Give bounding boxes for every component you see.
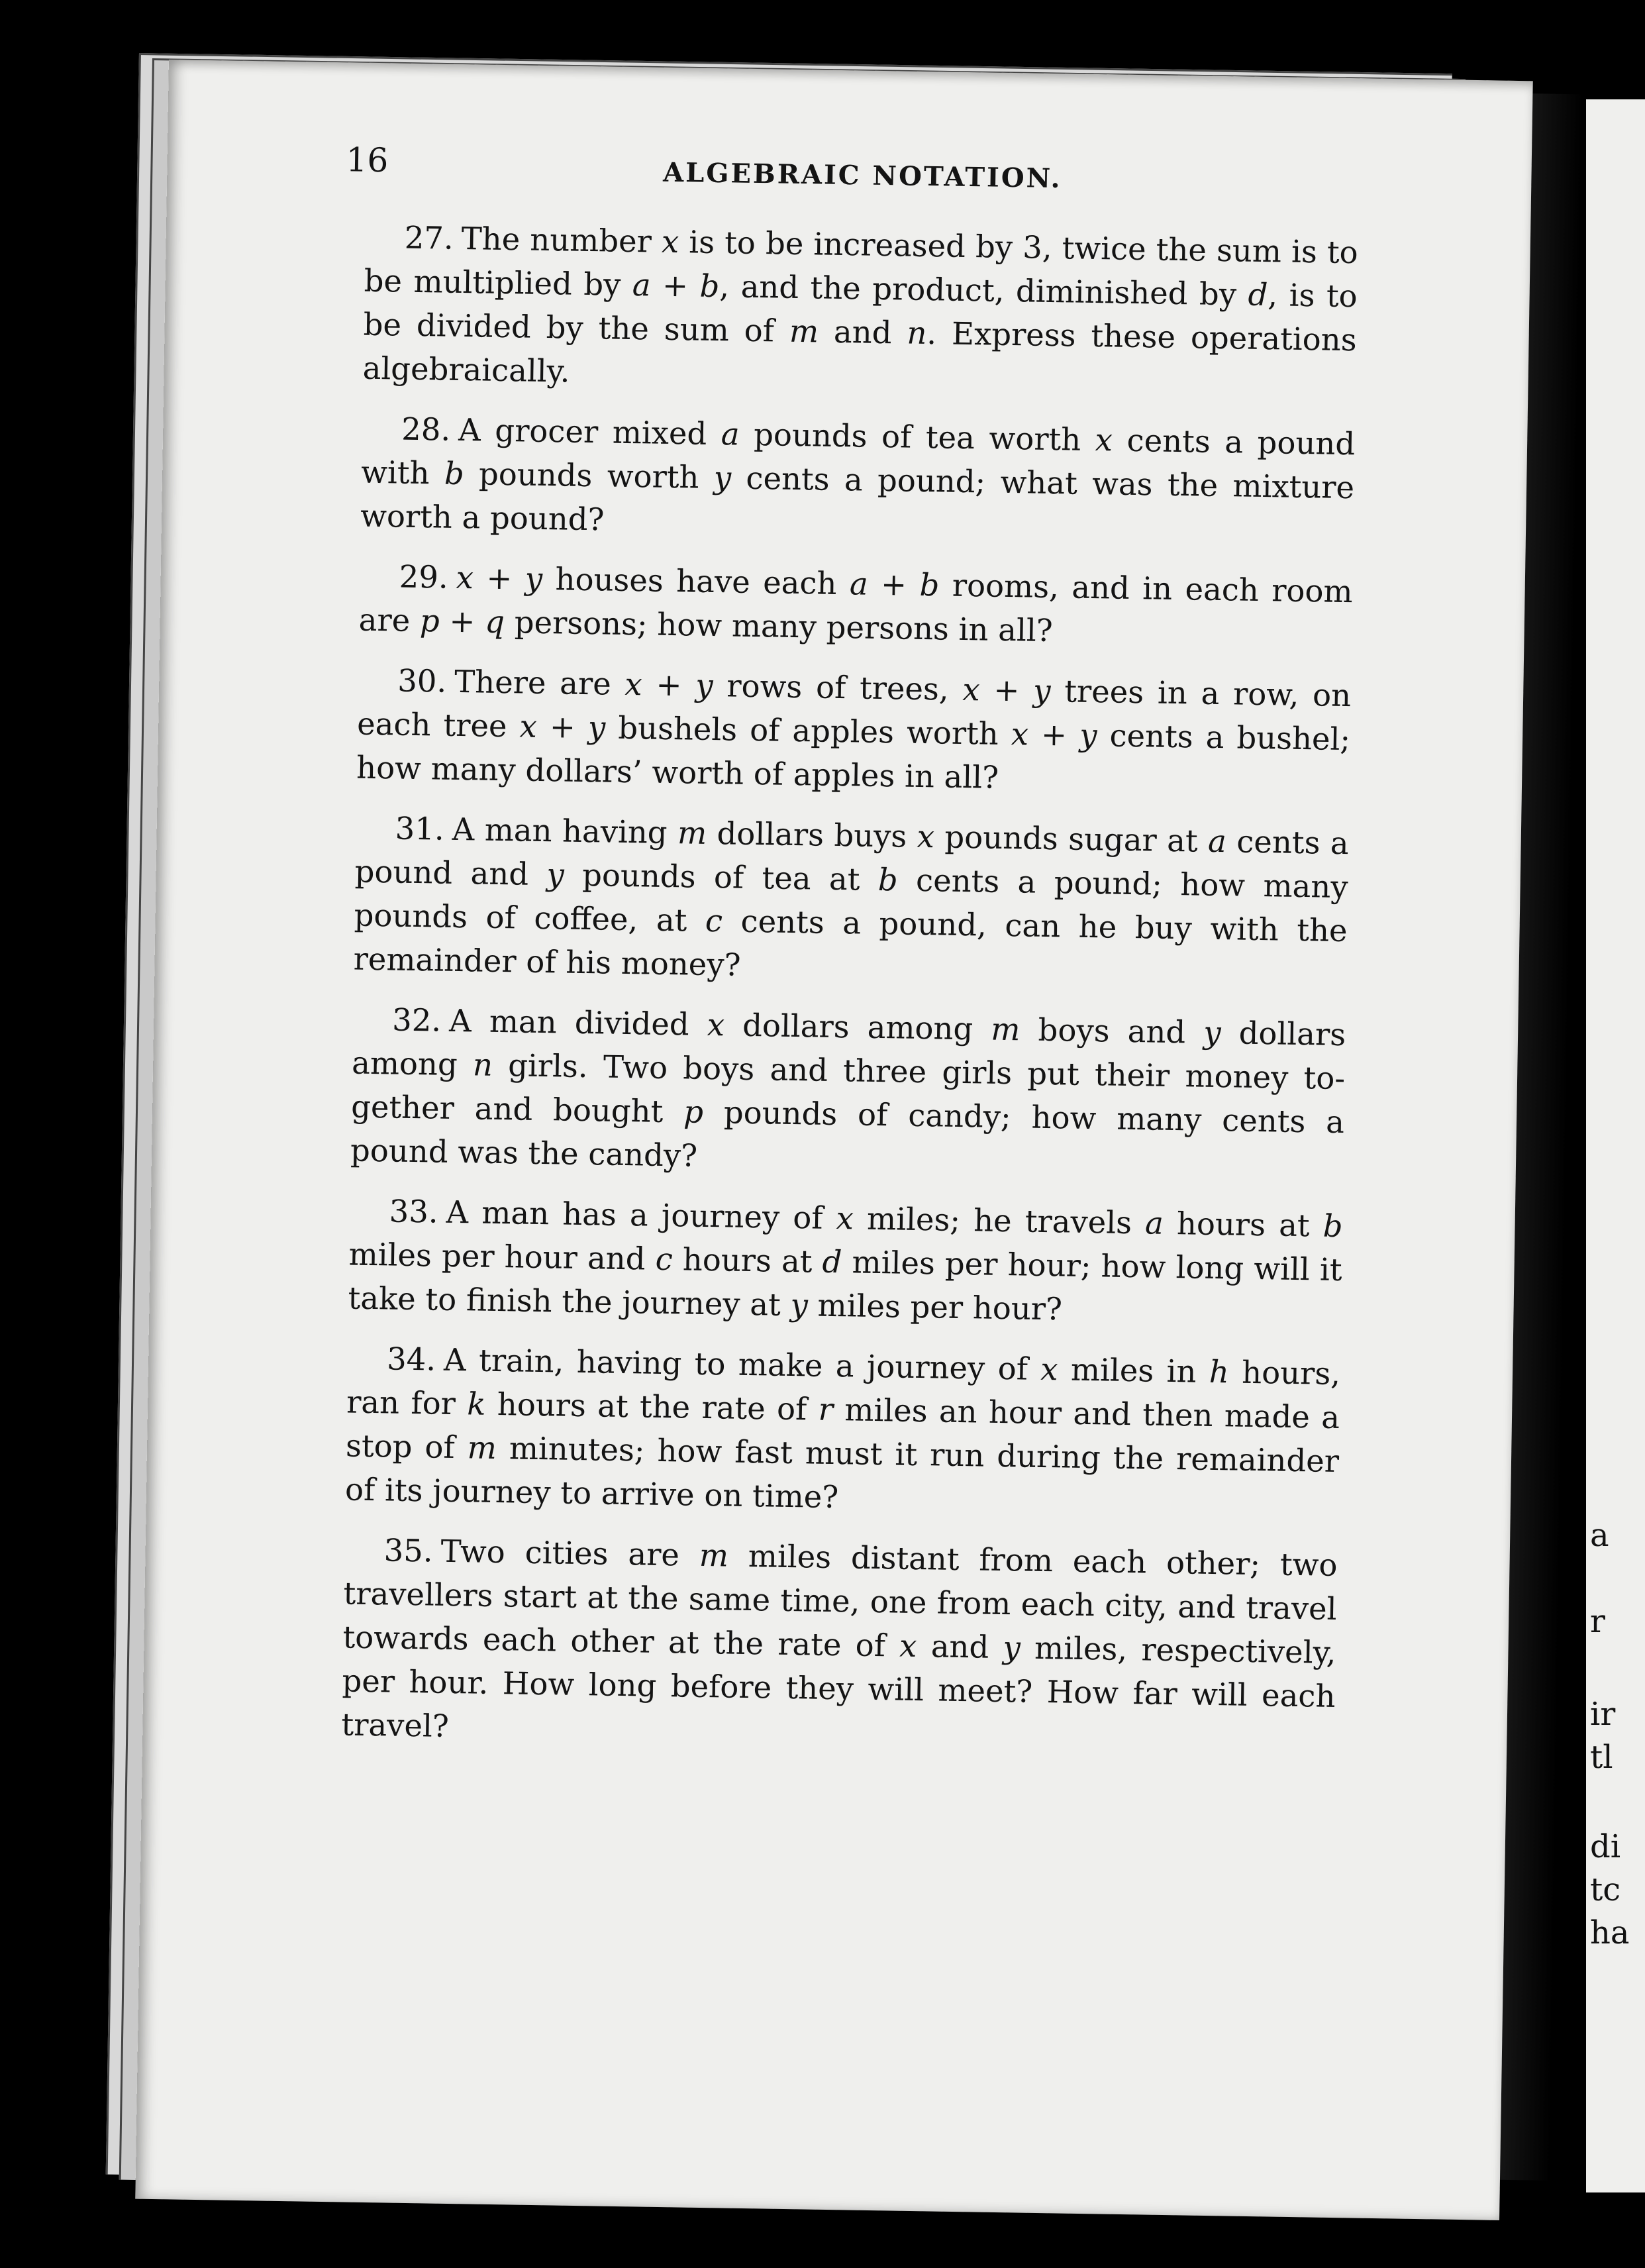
problem-text: trees in a row, on each tree	[356, 673, 1352, 745]
problem-35	[341, 1527, 1338, 1762]
problem-text: hours, ran for	[346, 1354, 1341, 1422]
problem-29	[358, 554, 1353, 658]
problem-32	[350, 998, 1346, 1188]
problem-text: A grocer mixed	[458, 411, 722, 452]
problem-text: miles; he travels	[853, 1200, 1146, 1241]
problem-text: hours at	[1163, 1205, 1324, 1244]
problem-27	[362, 215, 1358, 406]
math-variable: n	[472, 1047, 493, 1083]
math-variable: x	[836, 1200, 854, 1237]
problem-text: dollars among	[351, 1015, 1346, 1083]
problem-30	[356, 658, 1352, 805]
problem-number: 35.	[383, 1532, 434, 1569]
problem-text: The number	[461, 220, 662, 260]
problem-text: pounds worth	[464, 456, 715, 495]
problem-text: . Express these operations algebraically.	[362, 315, 1358, 389]
problem-text: rows of trees,	[713, 668, 963, 707]
problem-33	[348, 1189, 1343, 1336]
math-variable: m	[991, 1011, 1021, 1048]
problem-text: hours at the rate of	[485, 1386, 819, 1427]
problem-number: 32.	[391, 1002, 442, 1039]
book-page	[135, 60, 1532, 2220]
math-variable: a	[1144, 1205, 1164, 1241]
math-variable: a + b	[632, 267, 720, 305]
math-variable: h	[1209, 1353, 1230, 1390]
math-variable: m	[677, 815, 707, 851]
math-variable: x	[1040, 1351, 1059, 1388]
math-variable: m	[789, 313, 819, 350]
math-variable: m	[467, 1429, 497, 1467]
problem-list	[341, 215, 1358, 1762]
facing-page-fragment: tl	[1590, 1739, 1613, 1776]
problem-text: pounds of tea worth	[739, 416, 1096, 458]
problem-text: A train, having to make a journey of	[443, 1341, 1041, 1387]
problem-text: persons; how many persons in all?	[504, 604, 1054, 649]
math-variable: k	[466, 1386, 486, 1422]
problem-text: Two cities are	[440, 1533, 700, 1573]
problem-text: A man has a journey of	[446, 1194, 837, 1237]
math-variable: a	[1207, 823, 1227, 860]
problem-number: 31.	[395, 810, 445, 847]
problem-text: dollars among	[724, 1007, 991, 1047]
problem-text: cents a pound; how many pounds of coffee, at	[354, 862, 1349, 939]
math-variable: y	[546, 856, 565, 893]
facing-page-fragment: ha	[1590, 1914, 1630, 1951]
math-variable: y	[1003, 1629, 1021, 1666]
problem-text: cents a pound and	[354, 823, 1350, 893]
facing-page-fragment: tc	[1590, 1871, 1621, 1908]
running-head: ALGEBRAIC NOTATION.	[662, 156, 1062, 195]
math-variable: b	[444, 455, 465, 492]
problem-text: A man having	[452, 811, 678, 851]
problem-text: cents a pound; what was the mixture worth a pound?	[360, 460, 1355, 538]
problem-text: , and the product, diminished by	[719, 268, 1249, 313]
math-variable: d	[1248, 276, 1268, 313]
problem-text: hours at	[672, 1241, 823, 1280]
math-variable: d	[822, 1243, 842, 1280]
page-header	[346, 109, 1360, 218]
math-variable: b	[1322, 1208, 1343, 1245]
math-variable: p + q	[419, 603, 505, 641]
problem-text: is to be increased by 3, twice the sum is to be multiplied by	[364, 224, 1359, 303]
math-variable: c	[655, 1241, 673, 1278]
math-variable: x	[899, 1627, 917, 1665]
problem-31	[353, 806, 1349, 997]
problem-text: and	[818, 313, 907, 351]
problem-text: girls. Two boys and three girls put their money together and bought	[350, 1047, 1346, 1130]
problem-text: cents a bushel; how many dollars’ worth of apples in all?	[356, 717, 1351, 796]
problem-text: miles, respectively, per hour. How long before they will meet? How far will each travel?	[341, 1629, 1336, 1744]
facing-page-fragment: ir	[1590, 1696, 1616, 1733]
problem-text: pounds of candy; how many cents a pound was the candy?	[350, 1094, 1345, 1174]
facing-page-fragment: r	[1590, 1603, 1605, 1640]
problem-text: miles per hour and	[348, 1236, 656, 1277]
math-variable: x + y	[519, 708, 606, 746]
math-variable: y	[1203, 1014, 1222, 1051]
math-variable: b	[877, 861, 899, 898]
problem-text: dollars buys	[706, 815, 918, 854]
problem-number: 29.	[399, 558, 449, 595]
problem-text: minutes; how fast must it run during the remainder of its journey to arrive on time?	[344, 1430, 1340, 1516]
problem-text: rooms, and in each room are	[358, 567, 1354, 639]
problem-text: pounds sugar at	[934, 819, 1209, 859]
adjacent-page	[1586, 99, 1645, 2192]
math-variable: n	[907, 315, 927, 352]
page-content	[341, 109, 1360, 1778]
problem-number: 28.	[401, 411, 451, 448]
math-variable: x	[707, 1006, 725, 1043]
problem-text: miles per hour; how long will it take to finish the journey at	[348, 1244, 1342, 1323]
problem-text: A man divided	[448, 1002, 708, 1043]
problem-text: miles in	[1058, 1351, 1210, 1390]
math-variable: m	[699, 1537, 729, 1574]
problem-text: houses have each	[542, 560, 850, 602]
page-number: 16	[346, 140, 389, 180]
math-variable: y	[713, 460, 732, 496]
math-variable: p	[683, 1094, 704, 1130]
math-variable: a	[721, 416, 740, 452]
problem-text: , is to be divided by the sum of	[363, 277, 1358, 349]
problem-text: cents a pound, can he buy with the remainder of his money?	[353, 903, 1348, 983]
math-variable: c	[705, 902, 723, 939]
problem-text: There are	[454, 663, 625, 702]
facing-page-fragment: di	[1590, 1828, 1621, 1865]
math-variable: x + y	[624, 666, 714, 704]
problem-28	[360, 407, 1356, 554]
problem-text: boys and	[1020, 1011, 1204, 1051]
math-variable: x	[1095, 422, 1113, 458]
math-variable: x + y	[1011, 716, 1097, 754]
math-variable: x	[661, 223, 679, 260]
problem-34	[345, 1336, 1341, 1527]
problem-text: miles per hour?	[807, 1287, 1063, 1327]
math-variable: a + b	[849, 566, 940, 603]
problem-text: pounds of tea at	[564, 856, 879, 898]
math-variable: x	[917, 818, 935, 855]
problem-text: miles an hour and then made a stop of	[345, 1392, 1340, 1466]
problem-text: miles distant from each other; two travellers start at the same time, one from each city, and travel towards each other at the rate of	[342, 1537, 1338, 1664]
problem-number: 34.	[386, 1341, 436, 1378]
problem-text: cents a pound with	[360, 422, 1356, 491]
facing-page-fragment: a	[1590, 1517, 1609, 1554]
math-variable: x + y	[962, 671, 1051, 709]
problem-number: 30.	[397, 662, 447, 699]
math-variable: y	[790, 1286, 809, 1323]
problem-text: bushels of apples worth	[605, 709, 1012, 752]
problem-number: 27.	[404, 219, 454, 256]
problem-number: 33.	[389, 1193, 439, 1230]
math-variable: r	[818, 1391, 834, 1428]
problem-text: and	[917, 1628, 1003, 1666]
math-variable: x + y	[456, 559, 543, 597]
